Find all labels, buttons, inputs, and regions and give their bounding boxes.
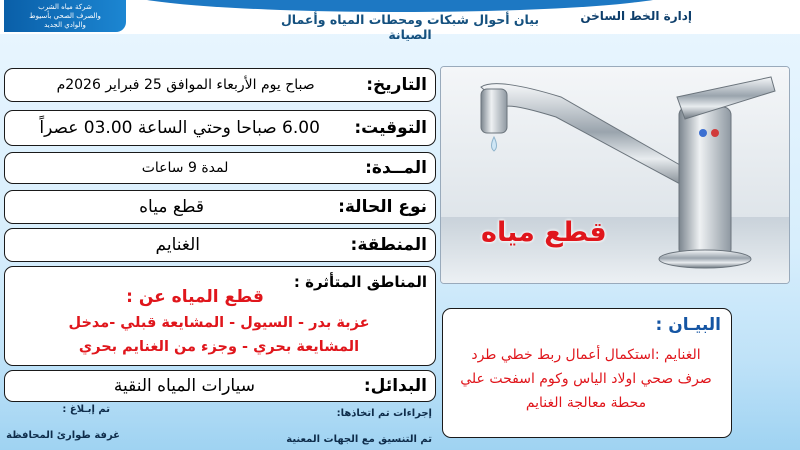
time-row [4,110,436,146]
notified-label: تم إبـلاغ : [62,404,110,415]
area-label: المنطقة: [350,235,427,255]
status-type-label: نوع الحالة: [338,197,427,217]
affected-heading: قطع المياه عن : [126,287,264,307]
logo-line: والوادي الجديد [44,21,86,29]
notified-value: غرفة طوارئ المحافظة [6,430,120,441]
date-label: التاريخ: [366,75,427,95]
date-value: صباح يوم الأربعاء الموافق 25 فبراير 2026م [56,77,315,93]
date-row [4,68,436,102]
actions-label: إجراءات تم اتخاذها: [336,408,432,419]
alternatives-label: البدائل: [363,376,427,396]
duration-label: المــدة: [365,158,427,178]
alternatives-value: سيارات المياه النقية [113,376,255,396]
affected-line-1: عزبة بدر - السيول - المشايعة قبلي -مدخل [68,315,370,331]
actions-value: تم التنسيق مع الجهات المعنية [286,434,432,445]
duration-row [4,152,436,184]
department-name: إدارة الخط الساخن [580,9,692,23]
time-label: التوقيت: [354,118,427,138]
affected-areas-box [4,266,436,366]
statement-box [442,308,732,438]
footer [0,402,440,450]
affected-line-2: المشايعة بحري - وجزء من الغنايم بحري [78,339,360,355]
statement-label: البيـان : [655,315,721,335]
logo-line: والصرف الصحي بأسيوط [29,12,101,20]
water-faucet-icon [441,67,790,284]
faucet-photo [440,66,790,284]
logo-line: شركة مياه الشرب [38,3,92,11]
alternatives-row [4,370,436,402]
affected-label: المناطق المتأثرة : [293,273,427,291]
status-type-value: قطع مياه [139,197,204,217]
area-value: الغنايم [155,235,200,255]
status-type-row [4,190,436,224]
header-bar [0,0,800,42]
photo-caption: قطع مياه [481,217,607,248]
duration-value: لمدة 9 ساعات [141,160,229,176]
page-subtitle: بيان أحوال شبكات ومحطات المياه وأعمال الصيانة [280,12,540,42]
company-logo [4,0,126,32]
time-value: 6.00 صباحا وحتي الساعة 03.00 عصراً [39,118,320,138]
area-row [4,228,436,262]
statement-text: الغنايم :استكمال أعمال ربط خطي طرد صرف صحي اولاد الياس وكوم اسفحت علي محطة معالجة الغنايم [460,347,712,411]
